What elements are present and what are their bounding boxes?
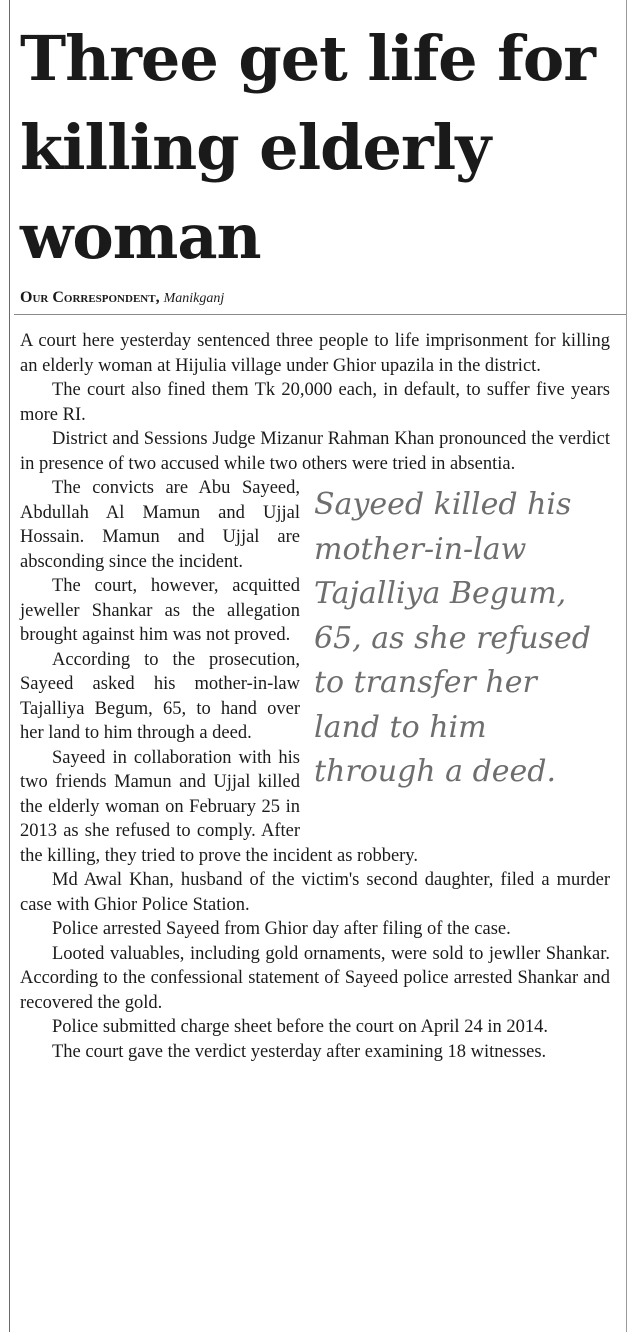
paragraph: Sayeed in collaboration with his two friends Mamun and Ujjal killed the elderly woman on February 25 in 2013 as she refused to comply. After the killing, they tried to prove the incident as robbery.: [20, 747, 418, 866]
paragraph: The court gave the verdict yesterday after examining 18 witnesses.: [52, 1041, 547, 1062]
paragraph: Md Awal Khan, husband of the victim's second daughter, filed a murder case with Ghior Police Station.: [20, 870, 610, 915]
byline-author: Our Correspondent,: [20, 289, 160, 306]
paragraph: Looted valuables, including gold ornaments, were sold to jewller Shankar. According to the confessional statement of Sayeed police arrested Shankar and recovered the gold.: [20, 943, 610, 1013]
byline-location: Manikganj: [163, 291, 225, 306]
paragraph: The court, however, acquitted jeweller Shankar as the allegation brought against him was not proved.: [20, 576, 300, 645]
column-rule-right: [626, 0, 627, 1332]
paragraph: District and Sessions Judge Mizanur Rahman Khan pronounced the verdict in presence of two accused while two others were tried in absentia.: [20, 429, 610, 474]
paragraph: The court also fined them Tk 20,000 each, in default, to suffer five years more RI.: [20, 380, 610, 425]
byline: [20, 288, 620, 309]
paragraph: According to the prosecution, Sayeed asked his mother-in-law Tajalliya Begum, 65, to hand over her land to him through a deed.: [20, 649, 300, 743]
paragraph: Police submitted charge sheet before the court on April 24 in 2014.: [52, 1017, 548, 1037]
paragraph: A court here yesterday sentenced three people to life imprisonment for killing an elderly woman at Hijulia village under Ghior upazila in the district.: [20, 331, 610, 376]
pull-quote: Sayeed killed his mother-in-law Tajalliya Begum, 65, as she refused to transfer her land to him through a deed.: [314, 487, 591, 789]
byline-divider: [14, 314, 626, 315]
paragraph: The convicts are Abu Sayeed, Abdullah Al Mamun and Ujjal Hossain. Mamun and Ujjal are absconding since the incident.: [20, 478, 300, 572]
column-rule-left: [9, 0, 10, 1332]
paragraph: Police arrested Sayeed from Ghior day after filing of the case.: [52, 919, 511, 939]
article-body: [20, 329, 610, 1064]
headline: Three get life for killing elderly woman: [20, 22, 595, 273]
